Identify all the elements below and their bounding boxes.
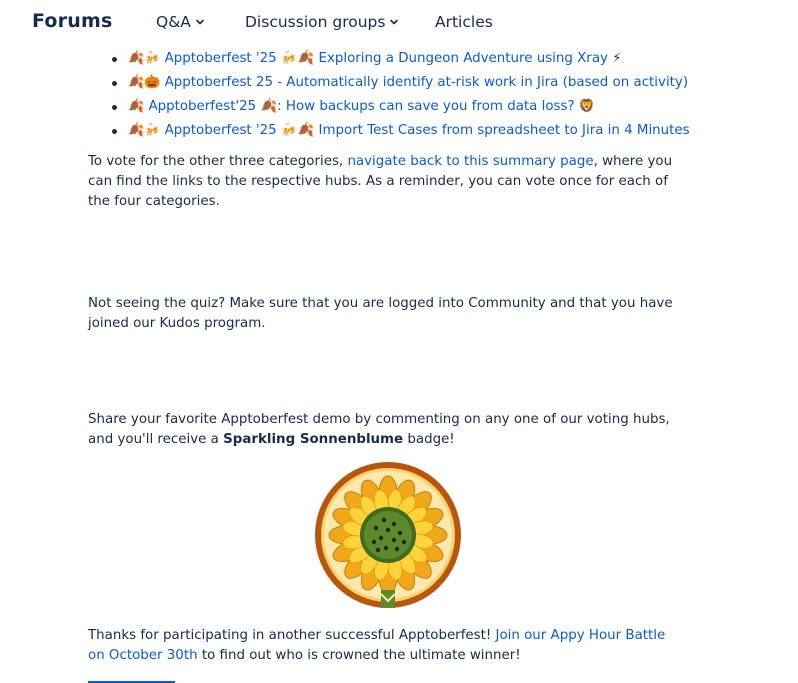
nav-articles-label: Articles <box>435 13 493 31</box>
nav-discussion-groups[interactable] <box>245 13 399 31</box>
summary-page-link[interactable]: navigate back to this summary page <box>347 154 594 169</box>
demo-link-backups[interactable]: Apptoberfest'25 🍂: How backups can save you from data loss? <box>148 99 575 114</box>
demo-link-xray[interactable]: Apptoberfest '25 🍻🍂 Exploring a Dungeon Adventure using Xray <box>164 51 608 66</box>
vote-text-before: To vote for the other three categories, <box>88 154 348 169</box>
share-paragraph <box>88 410 684 450</box>
thanks-paragraph <box>88 626 684 666</box>
vote-text-after: , where you can find the links to the respective hubs. As a reminder, you can vote once for each of the four categories. <box>88 154 673 209</box>
brand-forums[interactable]: Forums <box>32 10 113 32</box>
list-item <box>112 119 732 143</box>
nav-discussion-groups-label: Discussion groups <box>245 13 386 31</box>
nav-qa[interactable] <box>156 13 205 31</box>
list-item <box>112 71 732 95</box>
share-text-before: Share your favorite Apptoberfest demo by commenting on any one of our voting hubs, and you'll receive a <box>88 412 670 447</box>
nav-articles[interactable] <box>435 13 493 31</box>
nav-qa-label: Q&A <box>156 13 191 31</box>
thanks-text-before: Thanks for participating in another successful Apptoberfest! <box>88 628 496 643</box>
chevron-down-icon <box>389 17 399 27</box>
demo-list <box>112 47 732 143</box>
demo-link-at-risk-work[interactable]: Apptoberfest 25 - Automatically identify at-risk work in Jira (based on activity) <box>164 75 689 90</box>
top-nav <box>0 0 798 46</box>
list-item-prefix: 🍂🍻 <box>128 51 161 66</box>
quiz-paragraph: Not seeing the quiz? Make sure that you are logged into Community and that you have joined our Kudos program. <box>88 296 673 331</box>
list-item-prefix: 🍂🎃 <box>128 75 161 90</box>
list-item <box>112 95 732 119</box>
badge-name: Sparkling Sonnenblume <box>223 432 404 447</box>
share-text-after: badge! <box>403 432 455 447</box>
chevron-down-icon <box>195 17 205 27</box>
appy-hour-battle-link[interactable]: Join our Appy Hour Battle on October 30th <box>88 628 666 663</box>
list-item-prefix: 🍂 <box>128 99 145 114</box>
vote-paragraph <box>88 152 684 212</box>
list-item-prefix: 🍂🍻 <box>128 123 161 138</box>
list-item-suffix: ⚡ <box>612 51 622 66</box>
sunflower-badge-icon <box>314 462 464 612</box>
list-item-suffix: 🦁 <box>578 99 596 114</box>
demo-link-import-test-cases[interactable]: Apptoberfest '25 🍻🍂 Import Test Cases from spreadsheet to Jira in 4 Minutes <box>164 123 690 138</box>
list-item <box>112 47 732 71</box>
thanks-text-after: to find out who is crowned the ultimate winner! <box>197 648 521 663</box>
